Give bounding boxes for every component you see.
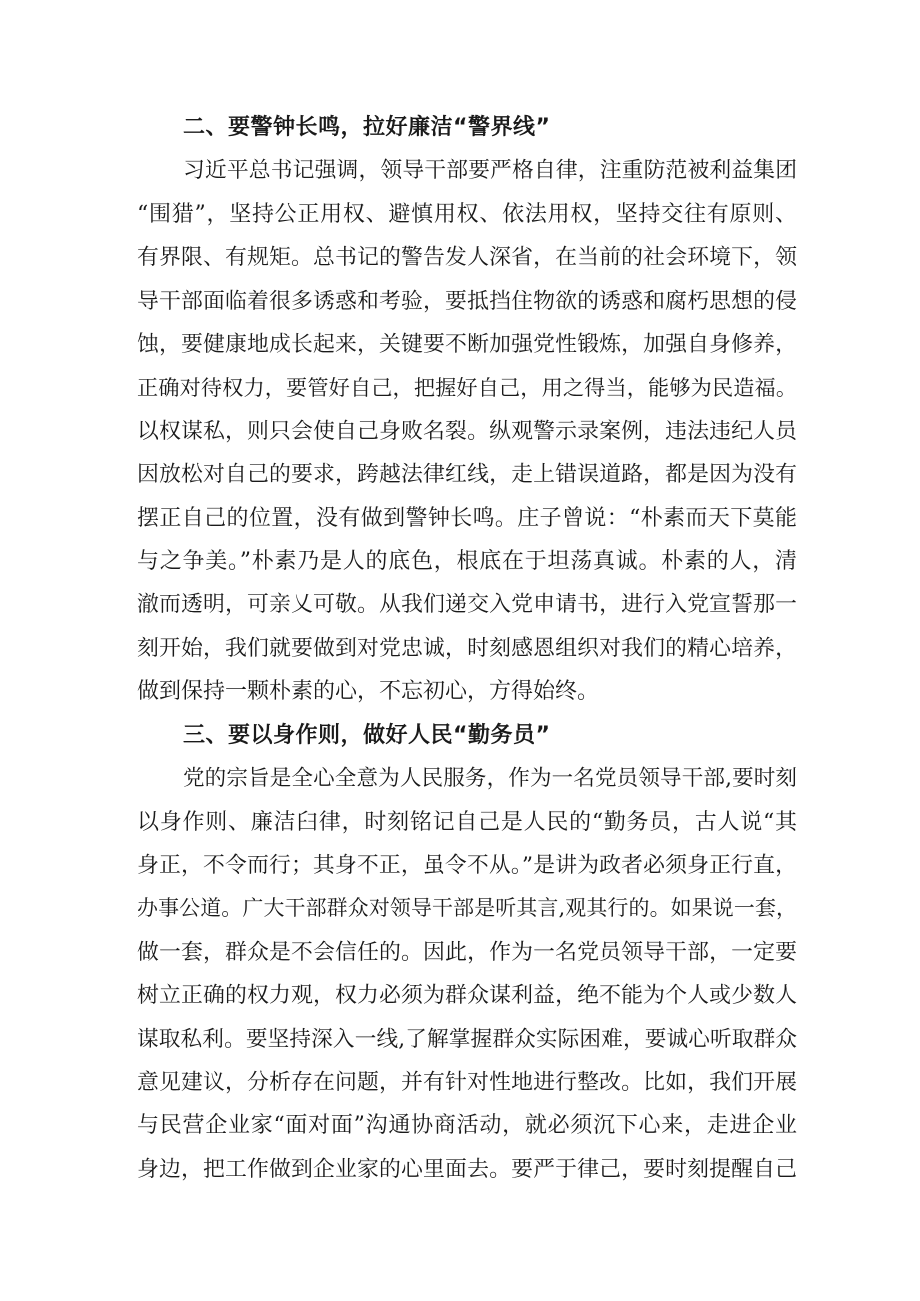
text-line: 身正，不令而行；其身不正，虽令不从。”是讲为政者必须身正行直， (137, 852, 797, 878)
text-line: 习近平总书记强调，领导干部要严格自律，注重防范被利益集团 (183, 158, 797, 184)
text-line: 身边，把工作做到企业家的心里面去。要严于律己，要时刻提醒自己 (137, 1156, 797, 1182)
text-line: 与之争美。”朴素乃是人的底色，根底在于坦荡真诚。朴素的人，清 (137, 549, 797, 575)
text-line: 与民营企业家“面对面”沟通协商活动，就必须沉下心来，走进企业 (137, 1113, 797, 1139)
section-paragraph-3 (137, 757, 797, 1191)
text-line: 党的宗旨是全心全意为人民服务，作为一名党员领导干部,要时刻 (183, 766, 797, 792)
text-line: 做一套，群众是不会信任的。因此，作为一名党员领导干部，一定要 (137, 939, 797, 965)
text-line: 刻开始，我们就要做到对党忠诚，时刻感恩组织对我们的精心培养， (137, 635, 797, 661)
text-line: 因放松对自己的要求，跨越法律红线，走上错误道路，都是因为没有 (137, 462, 797, 488)
document-body (137, 106, 797, 1191)
text-line: 摆正自己的位置，没有做到警钟长鸣。庄子曾说：“朴素而天下莫能 (137, 505, 797, 531)
text-line: 正确对待权力，要管好自己，把握好自己，用之得当，能够为民造福。 (137, 375, 797, 401)
text-line: “围猎”，坚持公正用权、避慎用权、依法用权，坚持交往有原则、 (137, 201, 797, 227)
section-paragraph-2 (137, 149, 797, 713)
text-line: 有界限、有规矩。总书记的警告发人深省，在当前的社会环境下，领 (137, 245, 797, 271)
text-line: 澈而透明，可亲乂可敬。从我们递交入党申请书，进行入党宣誓那一 (137, 592, 797, 618)
text-line: 做到保持一颗朴素的心，不忘初心，方得始终。 (137, 679, 600, 705)
text-line: 谋取私利。要坚持深入一线,了解掌握群众实际困难，要诚心听取群众 (137, 1026, 797, 1052)
text-line: 树立正确的权力观，权力必须为群众谋利益，绝不能为个人或少数人 (137, 983, 797, 1009)
text-line: 蚀，要健康地成长起来，关键要不断加强党性锻炼，加强自身修养， (137, 332, 797, 358)
text-line: 以身作则、廉洁臼律，时刻铭记自己是人民的“勤务员，古人说“其 (137, 809, 797, 835)
section-heading-3: 三、要以身作则，做好人民“勤务员” (183, 722, 551, 748)
text-line: 导干部面临着很多诱惑和考验，要抵挡住物欲的诱惑和腐朽思想的侵 (137, 288, 797, 314)
text-line: 以权谋私，则只会使自己身败名裂。纵观警示录案例，违法违纪人员 (137, 418, 797, 444)
text-line: 办事公道。广大干部群众对领导干部是听其言,观其行的。如果说一套， (137, 896, 797, 921)
text-line: 意见建议，分析存在问题，并有针对性地进行整改。比如，我们开展 (137, 1069, 797, 1095)
section-heading-2: 二、要警钟长鸣，拉好廉洁“警界线” (183, 115, 551, 140)
